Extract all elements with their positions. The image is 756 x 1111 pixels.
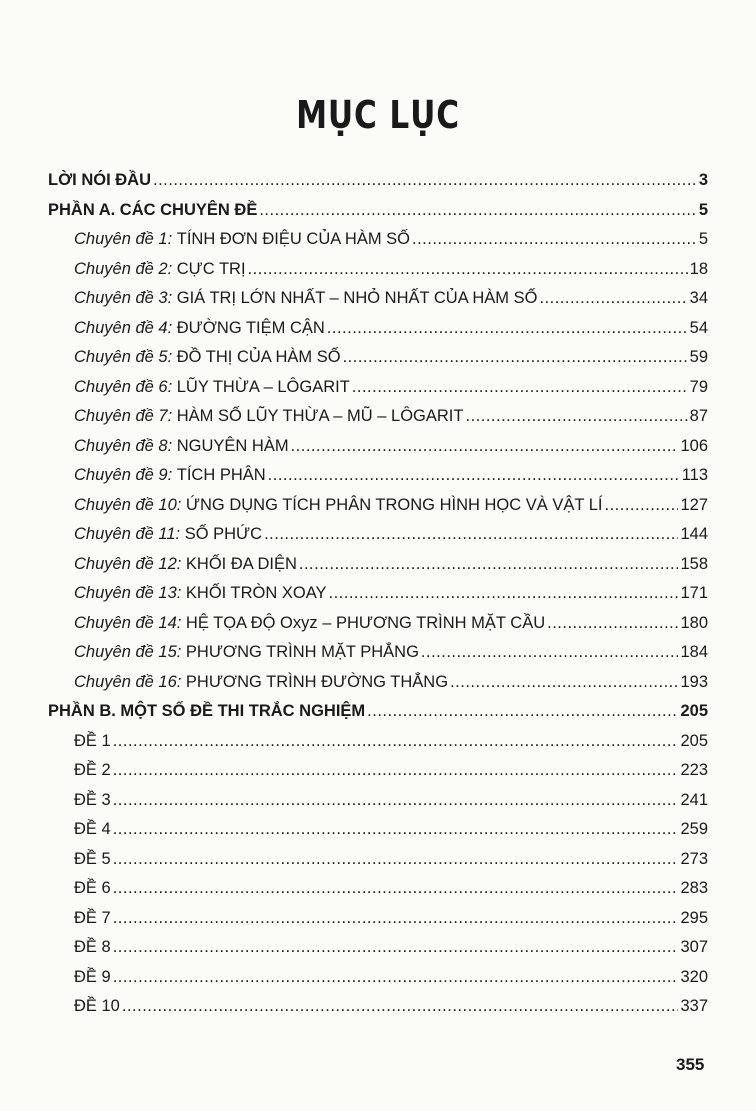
toc-entry-label (74, 667, 448, 697)
toc-entry-text: KHỐI TRÒN XOAY (185, 584, 327, 602)
toc-entry-chapter (74, 490, 708, 520)
toc-entry-chapter (74, 578, 708, 608)
dot-leader (113, 726, 679, 756)
toc-entry-label (74, 991, 120, 1021)
dot-leader (113, 785, 679, 815)
toc-entry-label (74, 460, 266, 490)
dot-leader (113, 962, 679, 992)
toc-entry-exam (74, 814, 708, 844)
toc-entry-text: LỜI NÓI ĐẦU (48, 171, 151, 189)
toc-entry-page: 223 (680, 761, 708, 779)
toc-entry-text: PHƯƠNG TRÌNH MẶT PHẲNG (185, 643, 419, 661)
dot-leader (113, 814, 679, 844)
page-title: MỤC LỤC (296, 93, 460, 137)
dot-leader (299, 549, 679, 579)
toc-entry-label (74, 814, 111, 844)
toc-entry-label (74, 608, 545, 638)
toc-entry-chapter (74, 637, 708, 667)
toc-entry-prefix: Chuyên đề 2: (74, 259, 177, 278)
toc-entry-chapter (74, 224, 708, 254)
toc-entry-label (74, 578, 327, 608)
toc-entry-chapter (74, 608, 708, 638)
dot-leader (329, 578, 679, 608)
toc-entry-label (74, 283, 537, 313)
toc-entry-label (74, 431, 289, 461)
toc-entry-text: ĐỀ 2 (74, 761, 111, 779)
toc-entry-exam (74, 755, 708, 785)
toc-entry-label (74, 962, 111, 992)
dot-leader (343, 342, 688, 372)
toc-entry-page: 205 (680, 702, 708, 720)
toc-entry-prefix: Chuyên đề 12: (74, 554, 186, 573)
toc-entry-text: ĐỀ 6 (74, 879, 111, 897)
toc-entry-page: 87 (689, 407, 708, 425)
toc-entry-text: ĐỀ 7 (74, 908, 111, 927)
toc-entry-label (74, 490, 602, 520)
dot-leader (153, 165, 697, 195)
toc-entry-text: HỆ TỌA ĐỘ Oxyz – PHƯƠNG TRÌNH MẶT CẦU (185, 613, 546, 632)
toc-entry-text: ĐỒ THỊ CỦA HÀM SỐ (176, 348, 341, 366)
toc-entry-text: TÍNH ĐƠN ĐIỆU CỦA HÀM SỐ (176, 230, 410, 248)
toc-entry-label (74, 519, 262, 549)
toc-entry-page: 241 (680, 790, 708, 809)
toc-entry-prefix: Chuyên đề 1: (74, 230, 177, 248)
toc-entry-page: 144 (680, 525, 708, 543)
dot-leader (539, 283, 687, 313)
toc-entry-label (74, 785, 111, 815)
toc-entry-exam (74, 991, 708, 1021)
toc-entry-text: TÍCH PHÂN (176, 466, 266, 484)
dot-leader (248, 254, 688, 284)
toc-entry-label (74, 637, 419, 667)
toc-entry-label (74, 726, 111, 756)
dot-leader (547, 608, 678, 638)
dot-leader (113, 844, 679, 874)
toc-entry-page: 205 (680, 731, 708, 750)
toc-entry-page: 295 (680, 908, 708, 927)
dot-leader (367, 696, 678, 726)
toc-entry-label (48, 165, 151, 195)
toc-entry-page: 307 (680, 938, 708, 956)
dot-leader (412, 224, 697, 254)
toc-entry-text: GIÁ TRỊ LỚN NHẤT – NHỎ NHẤT CỦA HÀM SỐ (176, 289, 538, 307)
toc-entry-label (74, 342, 341, 372)
toc-entry-label (74, 254, 246, 284)
toc-entry-prefix: Chuyên đề 3: (74, 289, 177, 307)
toc-entry-page: 193 (680, 672, 708, 691)
toc-entry-page: 59 (689, 348, 708, 366)
toc-entry-page: 320 (680, 967, 708, 986)
toc-entry-section (48, 195, 708, 225)
toc-entry-page: 106 (680, 436, 708, 455)
toc-entry-exam (74, 903, 708, 933)
toc-entry-page: 180 (680, 613, 708, 632)
toc-entry-prefix: Chuyên đề 10: (74, 495, 186, 514)
toc-entry-prefix: Chuyên đề 7: (74, 407, 177, 425)
toc-entry-page: 113 (681, 466, 708, 484)
toc-entry-page: 273 (680, 849, 708, 868)
toc-entry-text: NGUYÊN HÀM (176, 436, 289, 455)
dot-leader (259, 195, 696, 225)
toc-entry-page: 18 (689, 259, 708, 278)
toc-entry-page: 158 (680, 554, 708, 573)
toc-entry-page: 259 (680, 820, 708, 838)
page-number: 355 (676, 1055, 705, 1074)
toc-entry-prefix: Chuyên đề 14: (74, 613, 186, 632)
toc-entry-label (74, 372, 350, 402)
toc-entry-exam (74, 785, 708, 815)
toc-entry-page: 3 (698, 171, 708, 189)
toc-entry-text: HÀM SỐ LŨY THỪA – MŨ – LÔGARIT (176, 407, 464, 425)
toc-entry-text: CỰC TRỊ (176, 259, 246, 278)
toc-entry-chapter (74, 549, 708, 579)
toc-entry-text: ĐỀ 3 (74, 790, 111, 809)
dot-leader (291, 431, 679, 461)
dot-leader (327, 313, 688, 343)
toc-entry-chapter (74, 372, 708, 402)
toc-entry-exam (74, 932, 708, 962)
toc-entry-label (74, 549, 297, 579)
toc-entry-chapter (74, 342, 708, 372)
toc-entry-page: 34 (689, 289, 708, 307)
toc-entry-chapter (74, 254, 708, 284)
toc-entry-chapter (74, 460, 708, 490)
toc-entry-text: ĐỀ 1 (74, 731, 111, 750)
toc-entry-page: 184 (680, 643, 708, 661)
toc-entry-text: ỨNG DỤNG TÍCH PHÂN TRONG HÌNH HỌC VÀ VẬT LÍ (185, 495, 603, 514)
toc-entry-section (48, 696, 708, 726)
toc-entry-text: ĐỀ 8 (74, 938, 111, 956)
toc-entry-prefix: Chuyên đề 6: (74, 377, 177, 396)
toc-entry-label (74, 903, 111, 933)
toc-entry-page: 5 (698, 200, 708, 219)
toc-entry-label (74, 932, 111, 962)
toc-entry-page: 54 (689, 318, 708, 337)
dot-leader (113, 903, 679, 933)
toc-entry-label (48, 195, 257, 225)
toc-entry-text: KHỐI ĐA DIỆN (185, 554, 297, 573)
toc-entry-prefix: Chuyên đề 4: (74, 318, 177, 337)
dot-leader (113, 873, 679, 903)
dot-leader (122, 991, 679, 1021)
toc-entry-exam (74, 873, 708, 903)
toc-entry-chapter (74, 401, 708, 431)
toc-entry-page: 5 (698, 230, 708, 248)
dot-leader (113, 755, 679, 785)
toc-entry-label (74, 873, 111, 903)
toc-entry-chapter (74, 313, 708, 343)
toc-entry-page: 283 (680, 879, 708, 897)
toc-entry-prefix: Chuyên đề 5: (74, 348, 177, 366)
dot-leader (352, 372, 688, 402)
toc-entry-text: ĐỀ 9 (74, 967, 111, 986)
toc-entry-label (48, 696, 365, 726)
toc-entry-text: PHẦN A. CÁC CHUYÊN ĐỀ (48, 200, 258, 219)
toc-entry-prefix: Chuyên đề 16: (74, 672, 186, 691)
dot-leader (604, 490, 678, 520)
toc-entry-chapter (74, 667, 708, 697)
dot-leader (268, 460, 680, 490)
toc-entry-label (74, 313, 325, 343)
toc-entry-text: PHẦN B. MỘT SỐ ĐỀ THI TRẮC NGHIỆM (48, 702, 366, 720)
toc-entry-page: 79 (689, 377, 708, 396)
toc-entry-exam (74, 962, 708, 992)
toc-entry-exam (74, 844, 708, 874)
toc-entry-text: SỐ PHỨC (184, 525, 263, 543)
toc-entry-text: ĐỀ 4 (74, 820, 111, 838)
toc-entry-page: 337 (680, 997, 708, 1015)
toc-entry-text: ĐƯỜNG TIỆM CẬN (176, 318, 325, 337)
toc-entry-page: 171 (680, 584, 708, 602)
toc-entry-page: 127 (680, 495, 708, 514)
dot-leader (113, 932, 679, 962)
toc-entry-label (74, 755, 111, 785)
toc-entry-text: LŨY THỪA – LÔGARIT (176, 377, 350, 396)
toc-entry-chapter (74, 283, 708, 313)
toc-entry-text: PHƯƠNG TRÌNH ĐƯỜNG THẲNG (185, 672, 449, 691)
toc-entry-label (74, 224, 410, 254)
toc-entry-prefix: Chuyên đề 8: (74, 436, 177, 455)
dot-leader (421, 637, 679, 667)
toc-entry-exam (74, 726, 708, 756)
toc-entry-prefix: Chuyên đề 15: (74, 643, 186, 661)
dot-leader (465, 401, 687, 431)
toc-entry-label (74, 401, 463, 431)
toc-entry-chapter (74, 431, 708, 461)
toc-entry-chapter (74, 519, 708, 549)
toc-entry-label (74, 844, 111, 874)
toc-entry-text: ĐỀ 10 (74, 997, 120, 1015)
toc-entry-prefix: Chuyên đề 9: (74, 466, 177, 484)
toc-entry-text: ĐỀ 5 (74, 849, 111, 868)
dot-leader (450, 667, 678, 697)
toc-entry-prefix: Chuyên đề 13: (74, 584, 186, 602)
dot-leader (264, 519, 678, 549)
toc-entry-section (48, 165, 708, 195)
toc-entry-prefix: Chuyên đề 11: (74, 525, 185, 543)
